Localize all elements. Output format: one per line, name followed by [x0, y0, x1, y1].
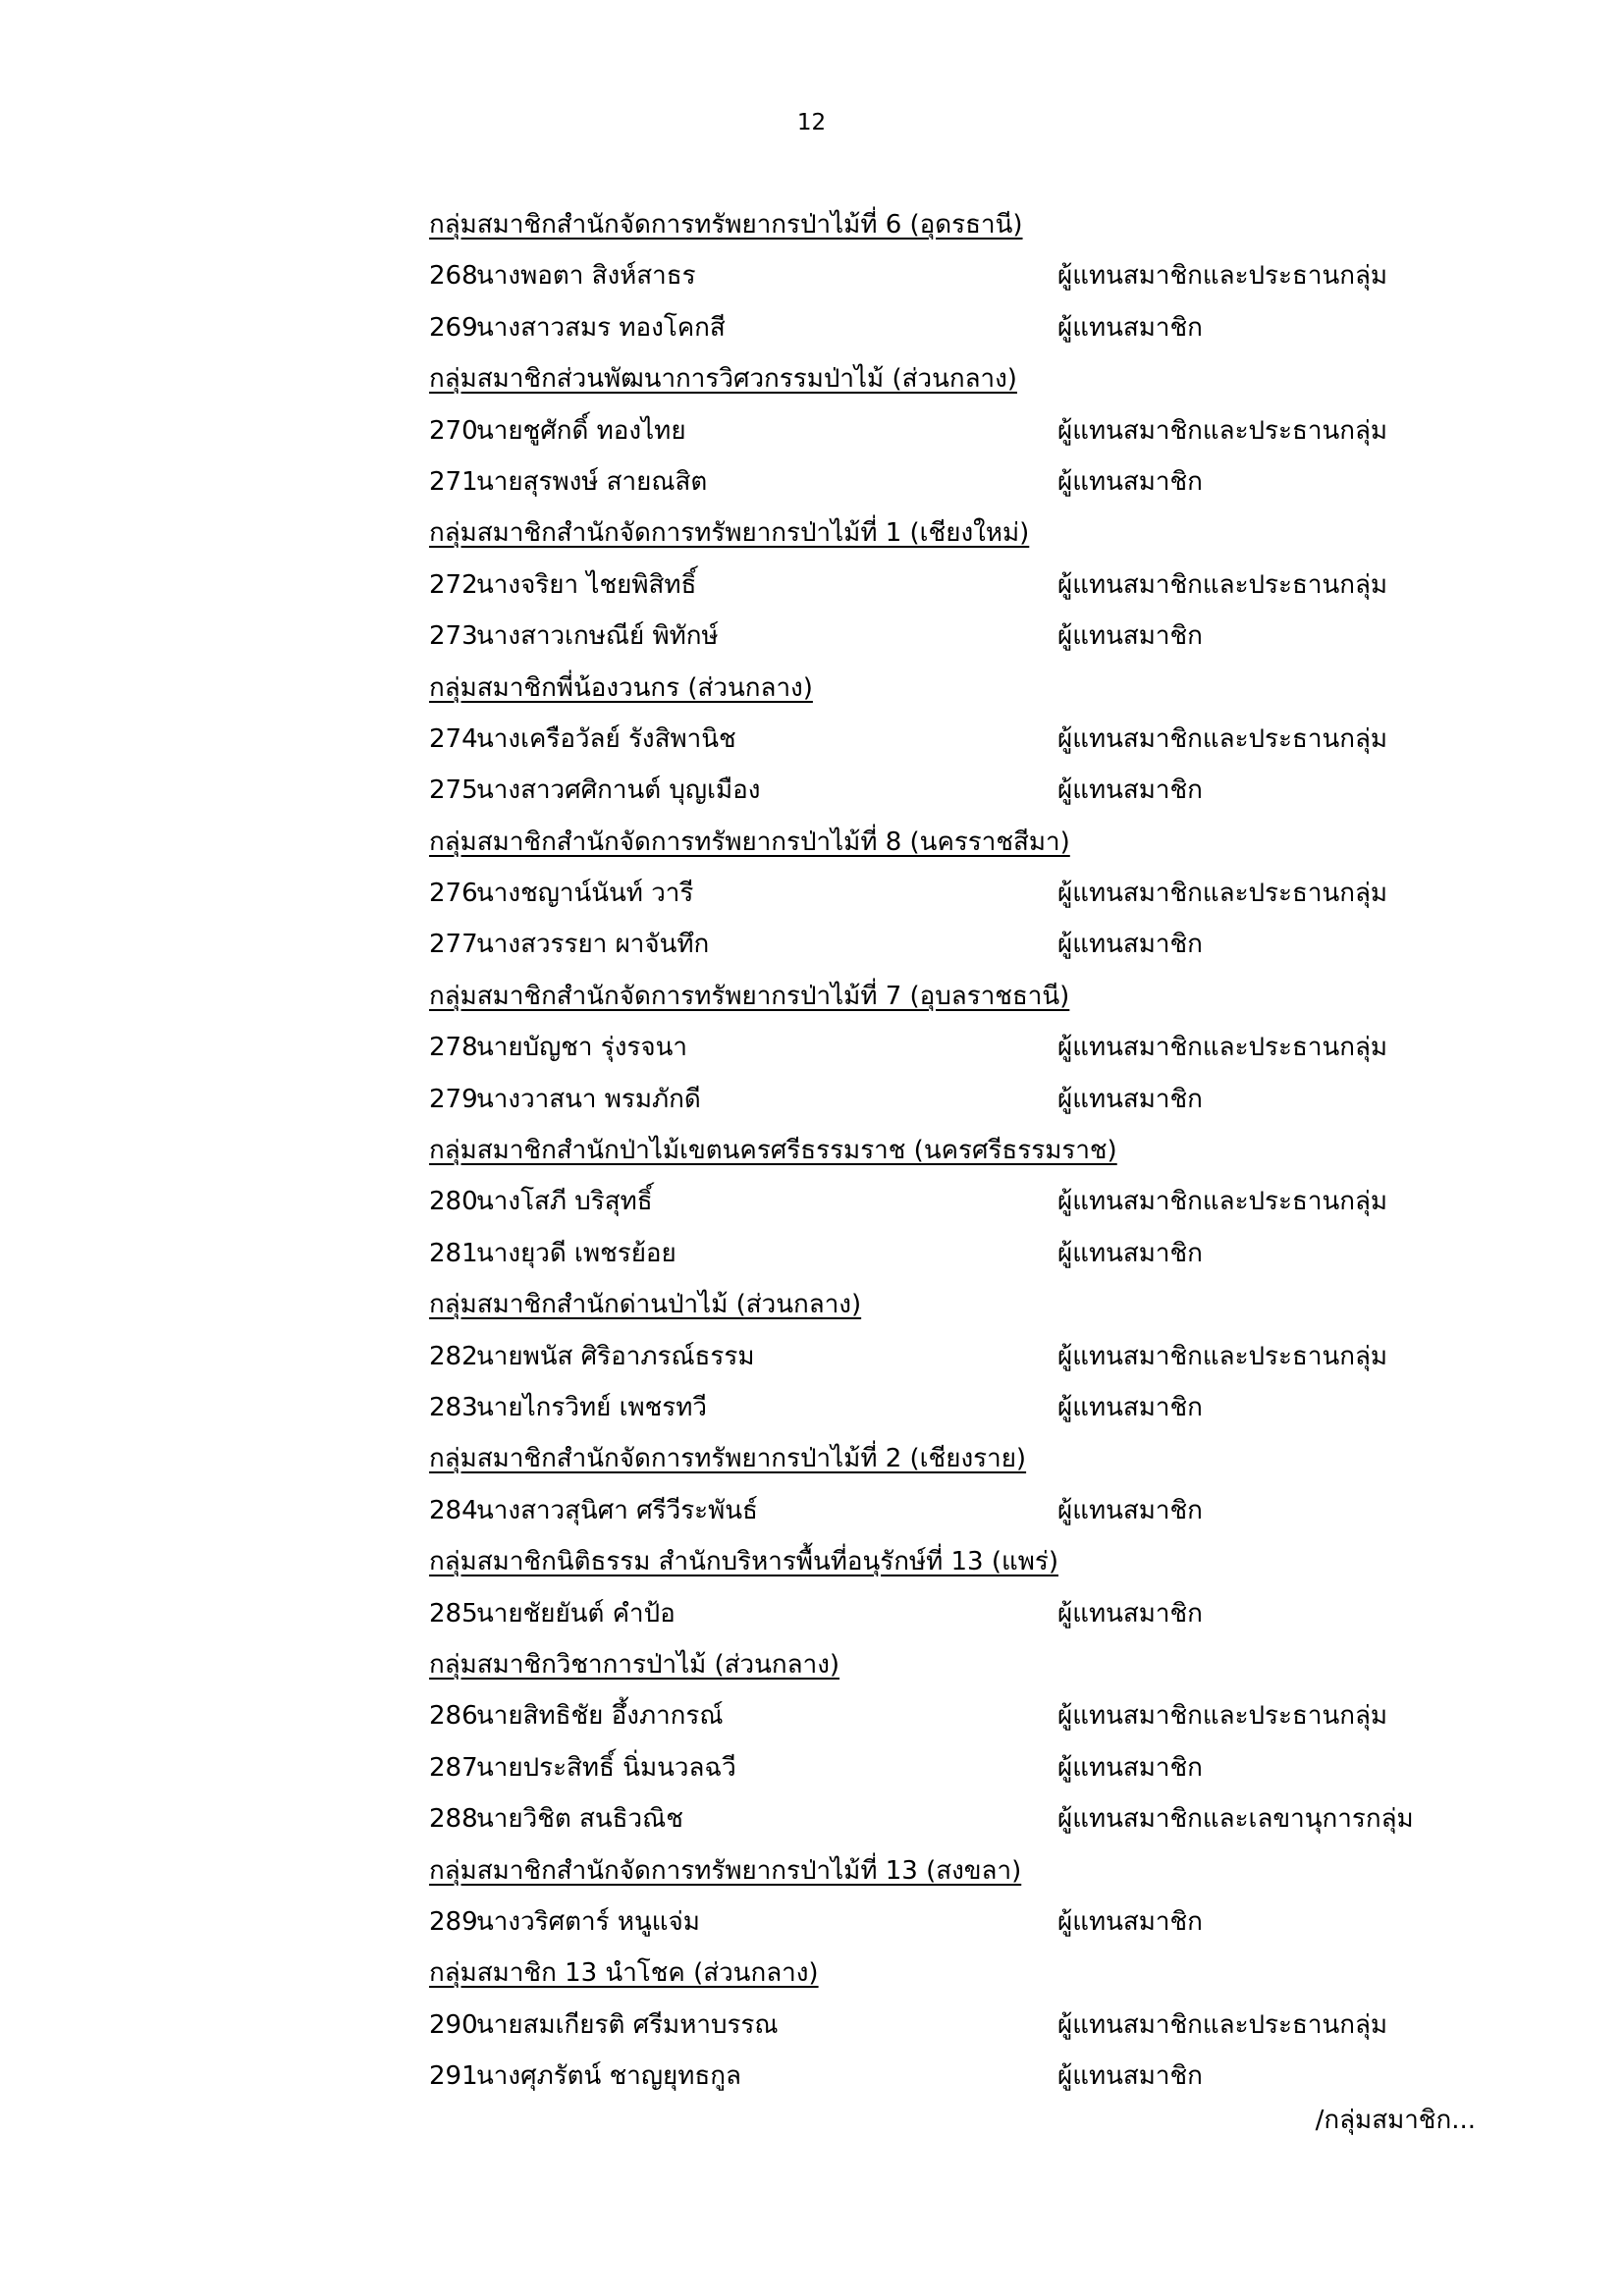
member-role: ผู้แทนสมาชิก	[1057, 312, 1203, 343]
member-name: นางชญาน์นันท์ วารี	[476, 879, 694, 909]
member-number: 270	[429, 415, 478, 446]
member-number: 278	[429, 1033, 478, 1063]
member-row	[429, 1742, 1489, 1793]
member-role: ผู้แทนสมาชิก	[1057, 1392, 1203, 1422]
group-title: กลุ่มสมาชิกสำนักจัดการทรัพยากรป่าไม้ที่ 8 (นครราชสีมา)	[429, 827, 1070, 857]
group-title: กลุ่มสมาชิกสำนักจัดการทรัพยากรป่าไม้ที่ 2 (เชียงราย)	[429, 1444, 1027, 1474]
member-number: 282	[429, 1341, 478, 1371]
member-number: 275	[429, 775, 478, 806]
member-row	[429, 1896, 1489, 1948]
group-title: กลุ่มสมาชิกสำนักจัดการทรัพยากรป่าไม้ที่ 7 (อุบลราชธานี)	[429, 981, 1070, 1011]
member-number: 272	[429, 569, 478, 600]
group-title: กลุ่มสมาชิกพี่น้องวนกร (ส่วนกลาง)	[429, 672, 813, 703]
member-role: ผู้แทนสมาชิกและประธานกลุ่ม	[1057, 261, 1388, 292]
member-number: 284	[429, 1495, 478, 1525]
member-name: นายประสิทธิ์ นิ่มนวลฉวี	[476, 1752, 736, 1783]
member-role: ผู้แทนสมาชิก	[1057, 466, 1203, 497]
member-number: 285	[429, 1598, 478, 1629]
member-role: ผู้แทนสมาชิกและประธานกลุ่ม	[1057, 723, 1388, 754]
group-title: กลุ่มสมาชิกสำนักจัดการทรัพยากรป่าไม้ที่ 13 (สงขลา)	[429, 1855, 1022, 1886]
member-name: นายบัญชา รุ่งรจนา	[476, 1033, 688, 1063]
member-row	[429, 456, 1489, 507]
member-list	[429, 199, 1489, 2102]
member-name: นางโสภี บริสุทธิ์	[476, 1187, 653, 1217]
member-name: นายชัยยันต์ คำป้อ	[476, 1598, 676, 1629]
member-row	[429, 919, 1489, 970]
member-name: นางสาวศศิกานต์ บุญเมือง	[476, 775, 761, 806]
member-role: ผู้แทนสมาชิก	[1057, 1238, 1203, 1268]
page-number: 12	[796, 110, 827, 135]
member-role: ผู้แทนสมาชิก	[1057, 2061, 1203, 2092]
member-name: นายสิทธิชัย อึ้งภากรณ์	[476, 1701, 724, 1732]
member-row	[429, 250, 1489, 301]
member-number: 281	[429, 1238, 478, 1268]
member-number: 289	[429, 1906, 478, 1937]
member-row	[429, 714, 1489, 765]
member-number: 277	[429, 930, 478, 960]
member-number: 273	[429, 621, 478, 652]
member-row	[429, 1176, 1489, 1227]
group-title: กลุ่มสมาชิกสำนักป่าไม้เขตนครศรีธรรมราช (นครศรีธรรมราช)	[429, 1136, 1117, 1166]
member-number: 287	[429, 1752, 478, 1783]
member-number: 280	[429, 1187, 478, 1217]
group-title: กลุ่มสมาชิกสำนักจัดการทรัพยากรป่าไม้ที่ 6 (อุดรธานี)	[429, 210, 1023, 240]
member-row	[429, 1588, 1489, 1639]
member-number: 286	[429, 1701, 478, 1732]
member-role: ผู้แทนสมาชิก	[1057, 1495, 1203, 1525]
member-row	[429, 868, 1489, 919]
continuation-marker: /กลุ่มสมาชิก...	[1315, 2106, 1476, 2135]
group-title: กลุ่มสมาชิกนิติธรรม สำนักบริหารพื้นที่อนุรักษ์ที่ 13 (แพร่)	[429, 1547, 1059, 1577]
member-role: ผู้แทนสมาชิกและประธานกลุ่ม	[1057, 1341, 1388, 1371]
member-name: นายพนัส ศิริอาภรณ์ธรรม	[476, 1341, 755, 1371]
member-name: นางสวรรยา ผาจันทึก	[476, 930, 710, 960]
member-name: นางสาวสมร ทองโคกสี	[476, 312, 726, 343]
member-role: ผู้แทนสมาชิกและประธานกลุ่ม	[1057, 569, 1388, 600]
member-number: 291	[429, 2061, 478, 2092]
member-row	[429, 1793, 1489, 1844]
member-name: นางสาวสุนิศา ศรีวีระพันธ์	[476, 1495, 758, 1525]
member-role: ผู้แทนสมาชิกและประธานกลุ่ม	[1057, 879, 1388, 909]
member-name: นายสมเกียรติ ศรีมหาบรรณ	[476, 2009, 779, 2040]
member-row	[429, 611, 1489, 662]
member-role: ผู้แทนสมาชิก	[1057, 1906, 1203, 1937]
member-row	[429, 302, 1489, 353]
member-role: ผู้แทนสมาชิกและประธานกลุ่ม	[1057, 2009, 1388, 2040]
member-name: นางยุวดี เพชรย้อย	[476, 1238, 676, 1268]
member-name: นางจริยา ไชยพิสิทธิ์	[476, 569, 697, 600]
member-name: นางวริศตาร์ หนูแจ่ม	[476, 1906, 700, 1937]
member-row	[429, 1022, 1489, 1073]
member-row	[429, 765, 1489, 816]
member-name: นายสุรพงษ์ สายณสิต	[476, 466, 708, 497]
member-name: นางเครือวัลย์ รังสิพานิช	[476, 723, 736, 754]
member-role: ผู้แทนสมาชิกและประธานกลุ่ม	[1057, 1701, 1388, 1732]
member-role: ผู้แทนสมาชิกและประธานกลุ่ม	[1057, 1187, 1388, 1217]
member-name: นายไกรวิทย์ เพชรทวี	[476, 1392, 708, 1422]
member-role: ผู้แทนสมาชิกและประธานกลุ่ม	[1057, 415, 1388, 446]
member-row	[429, 2051, 1489, 2102]
member-number: 274	[429, 723, 478, 754]
member-number: 279	[429, 1084, 478, 1114]
member-row	[429, 405, 1489, 456]
member-role: ผู้แทนสมาชิก	[1057, 1084, 1203, 1114]
member-role: ผู้แทนสมาชิกและประธานกลุ่ม	[1057, 1033, 1388, 1063]
member-name: นางสาวเกษณีย์ พิทักษ์	[476, 621, 719, 652]
member-role: ผู้แทนสมาชิก	[1057, 1598, 1203, 1629]
member-number: 283	[429, 1392, 478, 1422]
member-row	[429, 1382, 1489, 1433]
member-row	[429, 2000, 1489, 2051]
member-role: ผู้แทนสมาชิก	[1057, 621, 1203, 652]
member-row	[429, 560, 1489, 611]
group-title: กลุ่มสมาชิกส่วนพัฒนาการวิศวกรรมป่าไม้ (ส่วนกลาง)	[429, 364, 1017, 395]
group-title: กลุ่มสมาชิก 13 นำโชค (ส่วนกลาง)	[429, 1958, 819, 1989]
member-number: 276	[429, 879, 478, 909]
member-name: นายชูศักดิ์ ทองไทย	[476, 415, 686, 446]
group-title: กลุ่มสมาชิกสำนักจัดการทรัพยากรป่าไม้ที่ 1 (เชียงใหม่)	[429, 518, 1030, 549]
member-role: ผู้แทนสมาชิก	[1057, 775, 1203, 806]
member-role: ผู้แทนสมาชิก	[1057, 1752, 1203, 1783]
member-row	[429, 1074, 1489, 1125]
member-row	[429, 1485, 1489, 1536]
member-number: 290	[429, 2009, 478, 2040]
group-title: กลุ่มสมาชิกสำนักด่านป่าไม้ (ส่วนกลาง)	[429, 1290, 862, 1320]
member-role: ผู้แทนสมาชิก	[1057, 930, 1203, 960]
member-row	[429, 1228, 1489, 1279]
member-name: นายวิชิต สนธิวณิช	[476, 1804, 683, 1835]
member-number: 288	[429, 1804, 478, 1835]
member-row	[429, 1690, 1489, 1741]
member-name: นางพอตา สิงห์สาธร	[476, 261, 696, 292]
member-number: 271	[429, 466, 478, 497]
member-row	[429, 1331, 1489, 1382]
member-number: 269	[429, 312, 478, 343]
member-name: นางวาสนา พรมภักดี	[476, 1084, 701, 1114]
group-title: กลุ่มสมาชิกวิชาการป่าไม้ (ส่วนกลาง)	[429, 1649, 840, 1680]
member-name: นางศุภรัตน์ ชาญยุทธกูล	[476, 2061, 741, 2092]
member-role: ผู้แทนสมาชิกและเลขานุการกลุ่ม	[1057, 1804, 1414, 1835]
member-number: 268	[429, 261, 478, 292]
